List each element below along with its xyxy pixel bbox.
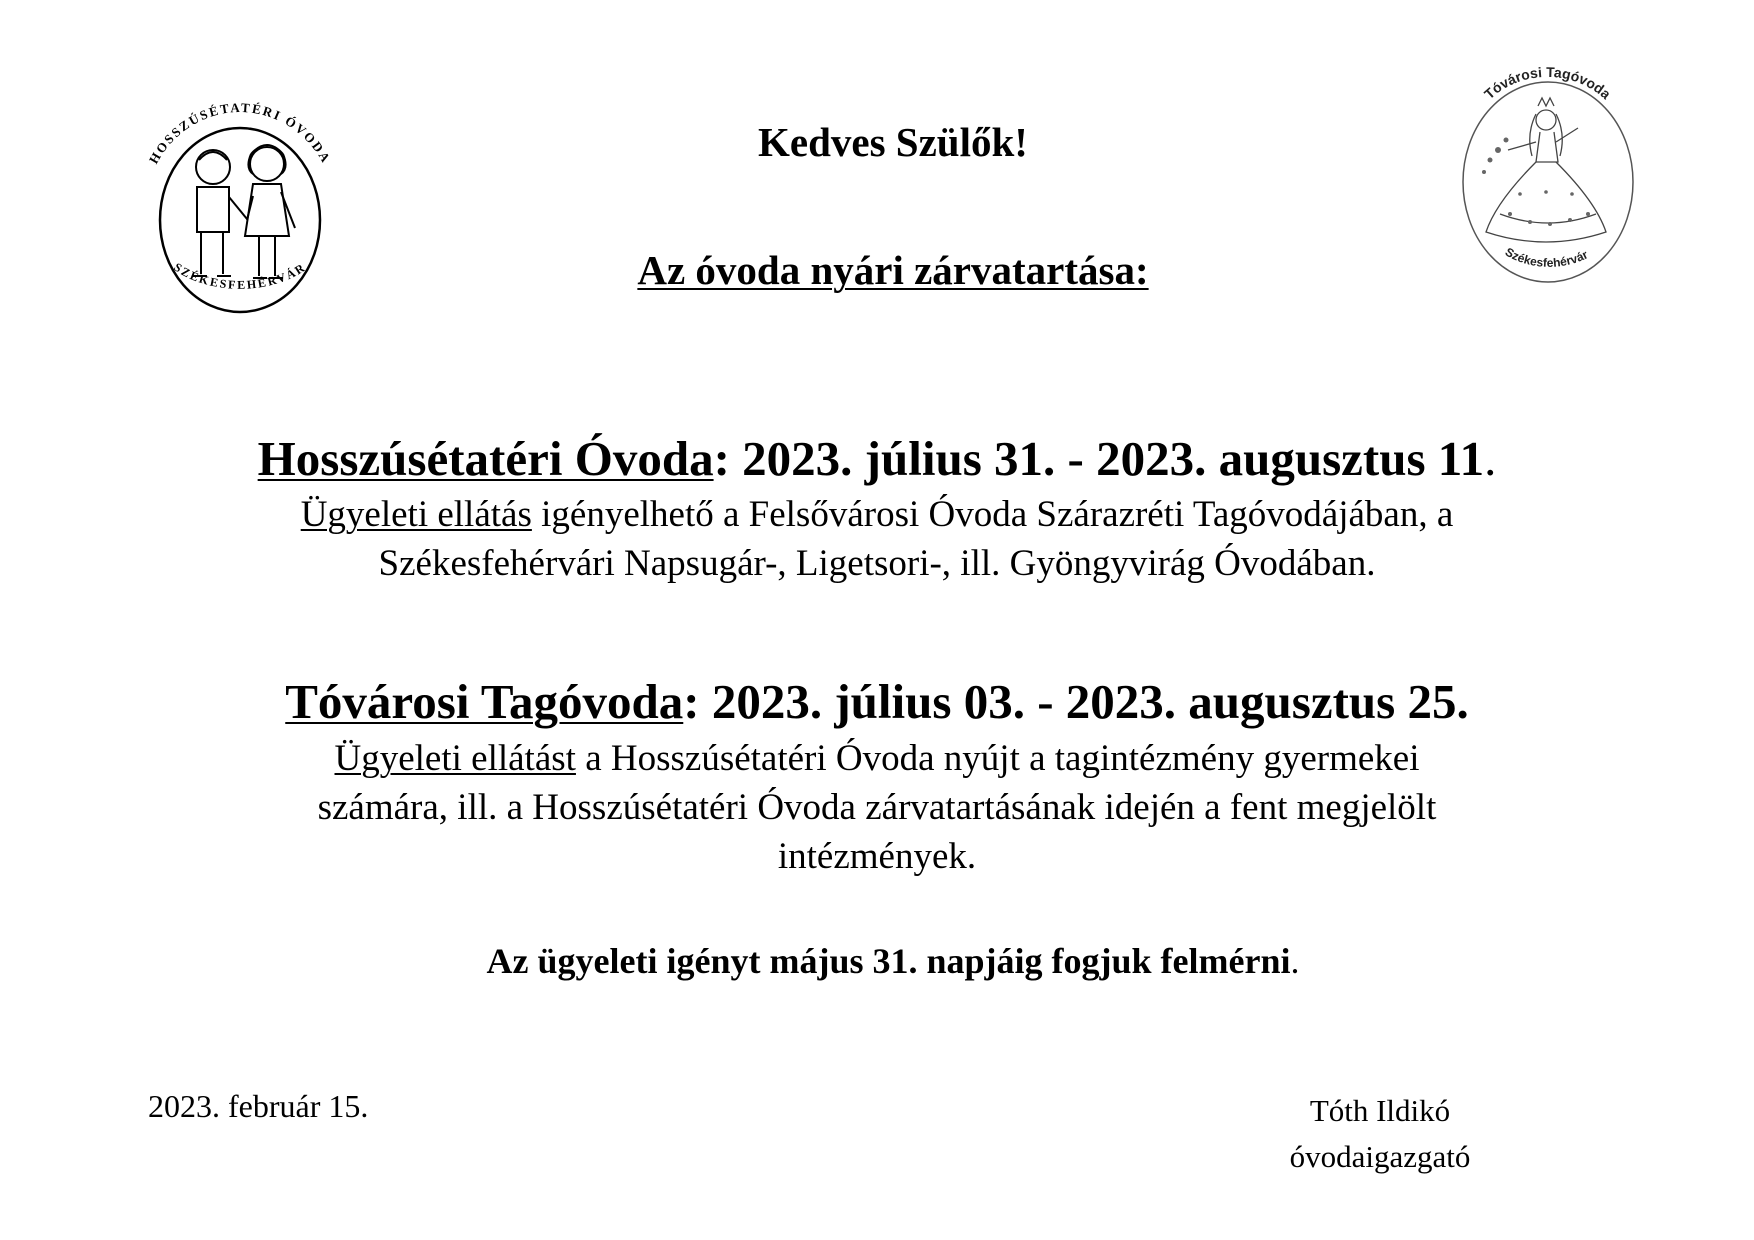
section1-name: Hosszúsétatéri Óvoda bbox=[257, 431, 714, 486]
section2-line3: intézmények. bbox=[777, 836, 977, 877]
section2-line1 bbox=[0, 734, 1754, 783]
section1-line2: Székesfehérvári Napsugár-, Ligetsori-, ill. Gyöngyvirág Óvodában. bbox=[378, 543, 1376, 584]
section2-line1-rest: a Hosszúsétatéri Óvoda nyújt a tagintézmény gyermekei bbox=[575, 738, 1420, 779]
survey-notice-text: Az ügyeleti igényt május 31. napjáig fogjuk felmérni bbox=[486, 941, 1291, 981]
section1-underlined: Ügyeleti ellátás bbox=[300, 494, 532, 535]
signature-title: óvodaigazgató bbox=[1289, 1139, 1471, 1174]
signature-block bbox=[1245, 1088, 1515, 1180]
svg-text:Tóvárosi Tagóvoda: Tóvárosi Tagóvoda bbox=[1480, 64, 1615, 103]
survey-notice bbox=[16, 940, 1754, 982]
document-date: 2023. február 15. bbox=[148, 1088, 369, 1124]
section2-heading bbox=[0, 672, 1754, 732]
svg-text:Székesfehérvár: Székesfehérvár bbox=[1502, 244, 1591, 270]
svg-text:SZÉKESFEHÉRVÁR: SZÉKESFEHÉRVÁR bbox=[171, 259, 309, 292]
section1-line1-rest: igényelhető a Felsővárosi Óvoda Szárazréti Tagóvodájában, a bbox=[531, 494, 1454, 535]
signature-name: Tóth Ildikó bbox=[1309, 1093, 1451, 1128]
svg-text:HOSSZÚSÉTATÉRI ÓVODA: HOSSZÚSÉTATÉRI ÓVODA bbox=[145, 99, 335, 167]
section1-body bbox=[0, 490, 1754, 588]
section1-dates: : 2023. július 31. - 2023. augusztus 11 bbox=[713, 431, 1485, 486]
section1-heading bbox=[0, 429, 1754, 489]
closure-subtitle bbox=[16, 246, 1754, 294]
section1-line1 bbox=[0, 490, 1754, 539]
greeting-heading: Kedves Szülők! bbox=[758, 119, 1028, 165]
section2-line2: számára, ill. a Hosszúsétatéri Óvoda zárvatartásának idején a fent megjelölt bbox=[317, 787, 1437, 828]
section2-body bbox=[0, 734, 1754, 881]
section1-end: . bbox=[1484, 431, 1497, 486]
section2-underlined: Ügyeleti ellátást bbox=[334, 738, 576, 779]
closure-subtitle-text: Az óvoda nyári zárvatartása: bbox=[637, 247, 1149, 293]
section2-dates: : 2023. július 03. - 2023. augusztus 25. bbox=[683, 674, 1469, 729]
section2-name: Tóvárosi Tagóvoda bbox=[285, 674, 684, 729]
survey-notice-end: . bbox=[1290, 941, 1300, 981]
